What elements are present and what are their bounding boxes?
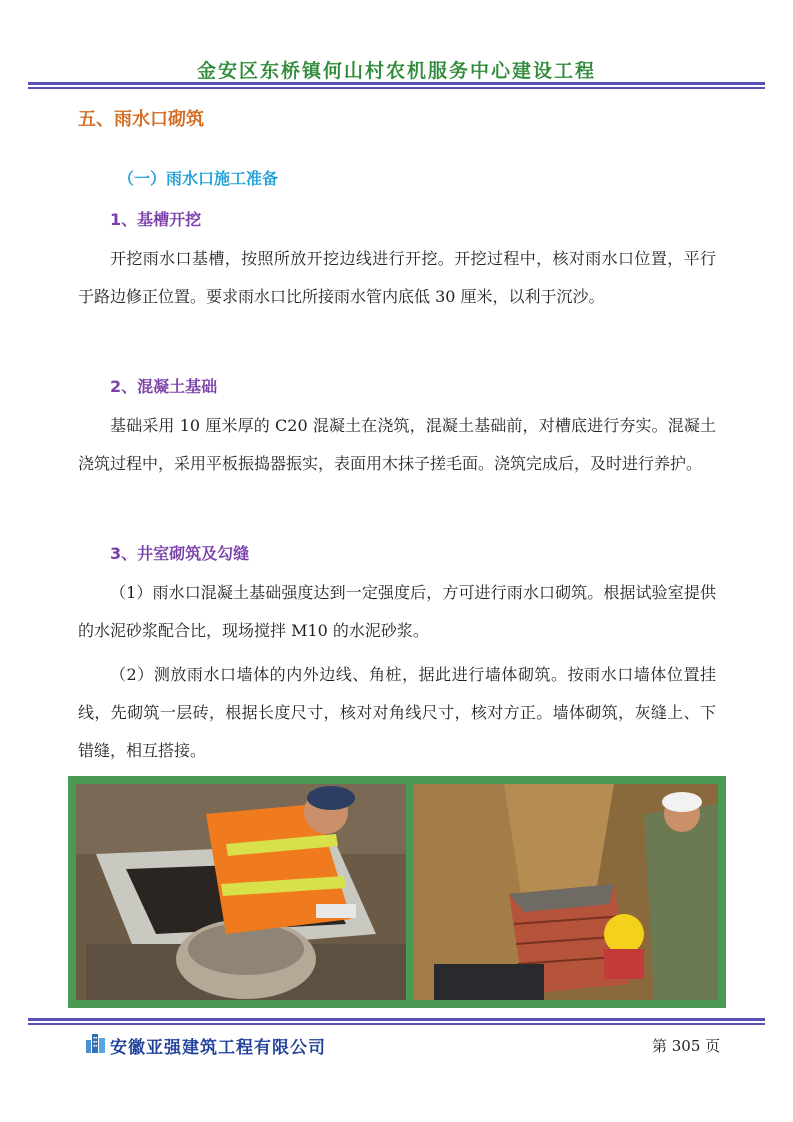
- header-rule: [28, 82, 765, 85]
- footer-company-name: 安徽亚强建筑工程有限公司: [110, 1038, 326, 1058]
- item-heading-masonry: 3、井室砌筑及勾缝: [110, 544, 250, 563]
- page-number: 第 305 页: [652, 1037, 721, 1055]
- photo-worker-laying-bricks: [76, 784, 406, 1000]
- sub-heading: （一）雨水口施工准备: [118, 169, 279, 188]
- item-heading-concrete-base: 2、混凝土基础: [110, 377, 218, 396]
- footer-rule-thin: [28, 1023, 765, 1025]
- paragraph: 开挖雨水口基槽，按照所放开挖边线进行开挖。开挖过程中，核对雨水口位置，平行于路边修正位置。要求雨水口比所接雨水管内底低 30 厘米，以利于沉沙。: [78, 249, 716, 306]
- section-heading: 五、雨水口砌筑: [78, 109, 204, 130]
- header-rule-thin: [28, 87, 765, 89]
- paragraph: 基础采用 10 厘米厚的 C20 混凝土在浇筑，混凝土基础前，对槽底进行夯实。混凝土浇筑过程中，采用平板振捣器振实，表面用木抹子搓毛面。浇筑完成后，及时进行养护。: [78, 416, 716, 473]
- footer-rule: [28, 1018, 765, 1021]
- photo-frame: [68, 776, 726, 1008]
- photo-brick-chamber: [414, 784, 718, 1000]
- paragraph: （2）测放雨水口墙体的内外边线、角桩，据此进行墙体砌筑。按雨水口墙体位置挂线，先砌筑一层砖，根据长度尺寸，核对对角线尺寸，核对方正。墙体砌筑，灰缝上、下错缝，相互搭接。: [78, 665, 716, 760]
- page-header-title: 金安区东桥镇何山村农机服务中心建设工程: [196, 60, 596, 82]
- paragraph: （1）雨水口混凝土基础强度达到一定强度后，方可进行雨水口砌筑。根据试验室提供的水泥砂浆配合比，现场搅拌 M10 的水泥砂浆。: [78, 583, 716, 640]
- item-heading-excavation: 1、基槽开挖: [110, 210, 202, 229]
- company-logo-icon: [84, 1030, 108, 1054]
